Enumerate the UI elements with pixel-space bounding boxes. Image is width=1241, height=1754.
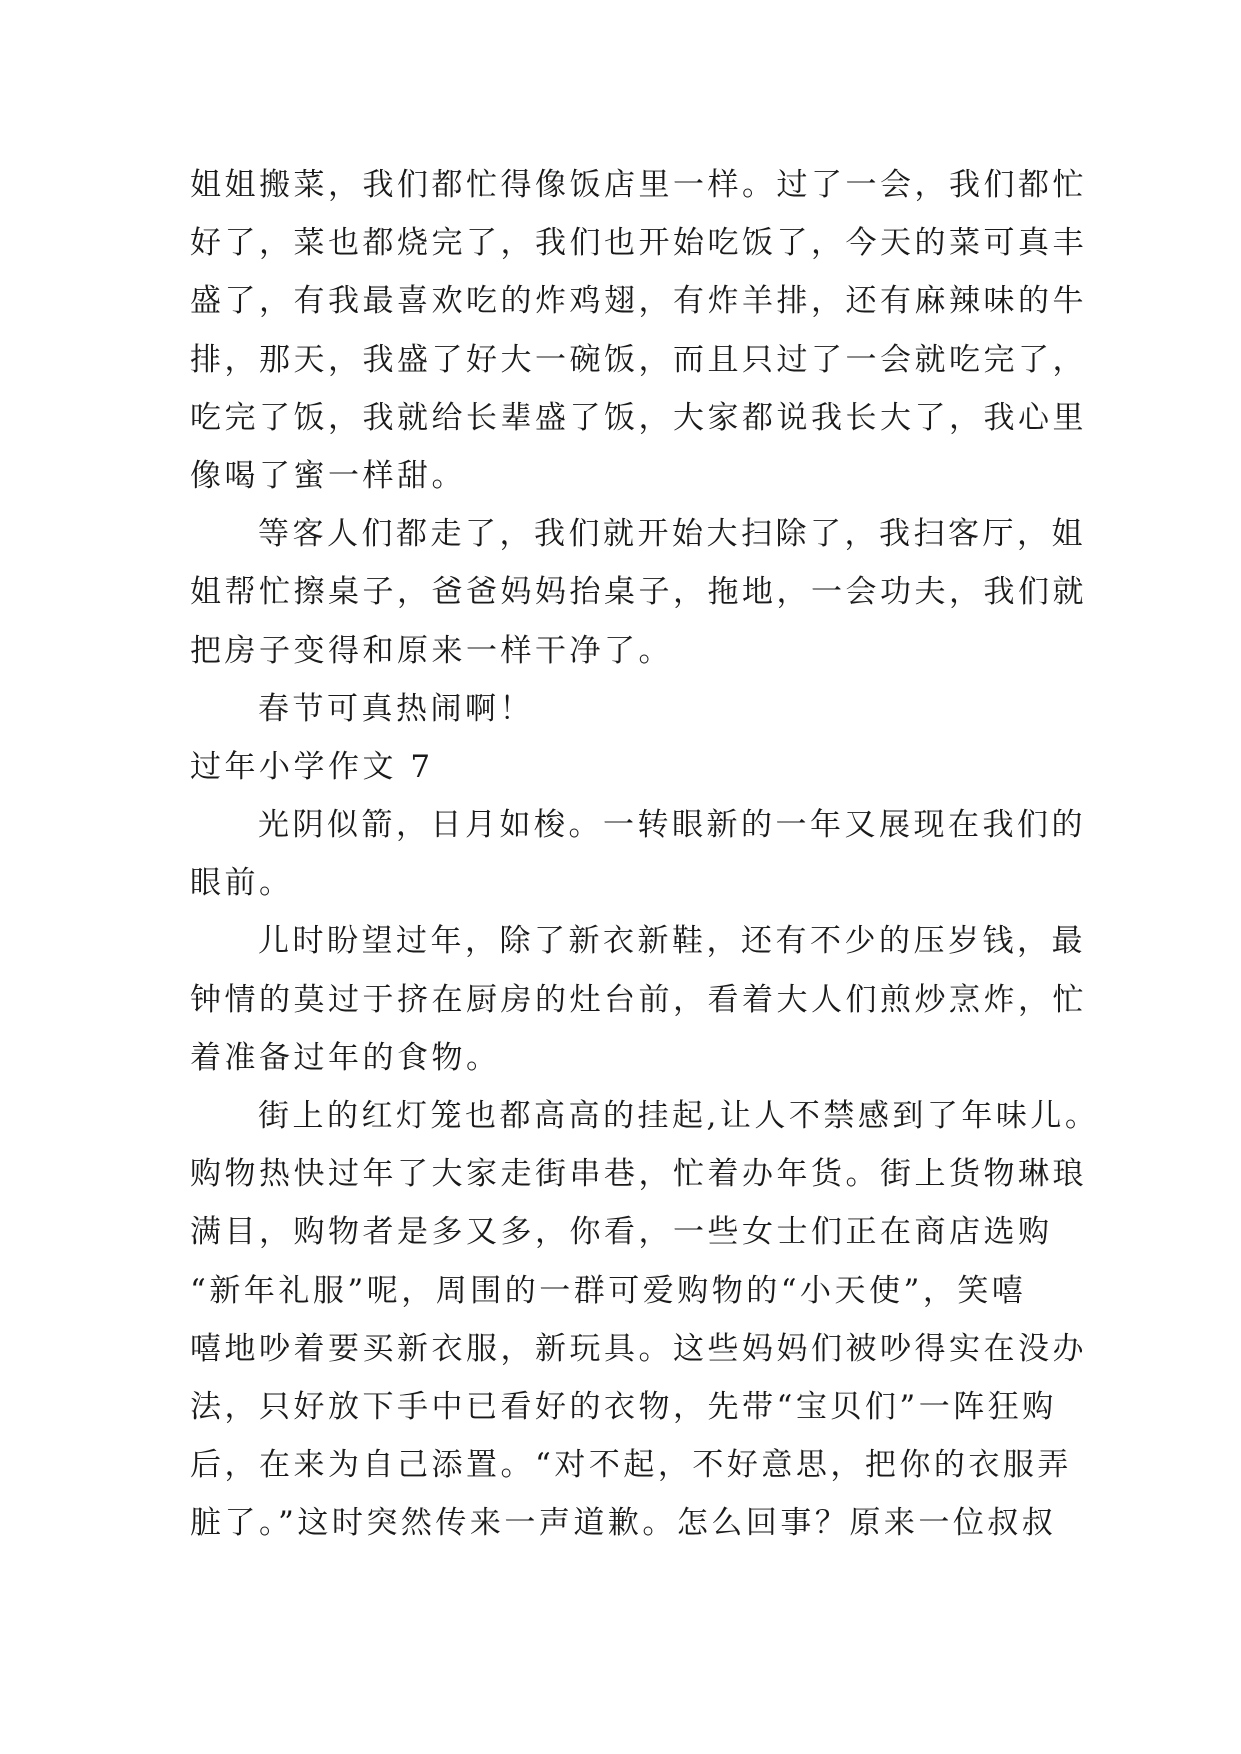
text-line: 眼前。: [190, 865, 294, 902]
paragraph-first-line: 光阴似箭，日月如梭。一转眼新的一年又展现在我们的: [258, 807, 1086, 844]
document-body: [190, 156, 1100, 1553]
text-line: 脏了。”这时突然传来一声道歉。怎么回事？原来一位叔叔: [190, 1505, 1057, 1542]
paragraph-first-line: 春节可真热闹啊！: [258, 690, 534, 727]
paragraph-first-line: 儿时盼望过年，除了新衣新鞋，还有不少的压岁钱，最: [258, 923, 1086, 960]
paragraph-first-line: 等客人们都走了，我们就开始大扫除了，我扫客厅，姐: [258, 516, 1086, 553]
text-line: 好了，菜也都烧完了，我们也开始吃饭了，今天的菜可真丰: [190, 225, 1087, 262]
text-line: 吃完了饭，我就给长辈盛了饭，大家都说我长大了，我心里: [190, 399, 1087, 436]
text-line: 着准备过年的食物。: [190, 1039, 501, 1076]
text-line: 盛了，有我最喜欢吃的炸鸡翅，有炸羊排，还有麻辣味的牛: [190, 283, 1087, 320]
paragraph-first-line: 街上的红灯笼也都高高的挂起,让人不禁感到了年味儿。: [258, 1098, 1100, 1134]
text-line: 像喝了蜜一样甜。: [190, 457, 466, 494]
text-line: 后，在来为自己添置。“对不起，不好意思，把你的衣服弄: [190, 1447, 1072, 1484]
text-line: 姐姐搬菜，我们都忙得像饭店里一样。过了一会，我们都忙: [190, 167, 1087, 203]
text-line: 法，只好放下手中已看好的衣物，先带“宝贝们”一阵狂购: [190, 1388, 1057, 1425]
text-line: 姐帮忙擦桌子，爸爸妈妈抬桌子，拖地，一会功夫，我们就: [190, 574, 1087, 611]
text-line: 钟情的莫过于挤在厨房的灶台前，看着大人们煎炒烹炸，忙: [190, 981, 1087, 1018]
text-line: “新年礼服”呢，周围的一群可爱购物的“小天使”，笑嘻: [190, 1272, 1027, 1309]
text-line: 购物热快过年了大家走街串巷，忙着办年货。街上货物琳琅: [190, 1156, 1087, 1193]
text-line: 嘻地吵着要买新衣服，新玩具。这些妈妈们被吵得实在没办: [190, 1330, 1087, 1367]
text-line: 排，那天，我盛了好大一碗饭，而且只过了一会就吃完了，: [190, 341, 1087, 378]
section-heading: 过年小学作文 7: [190, 748, 434, 785]
text-line: 把房子变得和原来一样干净了。: [190, 632, 673, 669]
text-line: 满目，购物者是多又多，你看，一些女士们正在商店选购: [190, 1214, 1053, 1251]
